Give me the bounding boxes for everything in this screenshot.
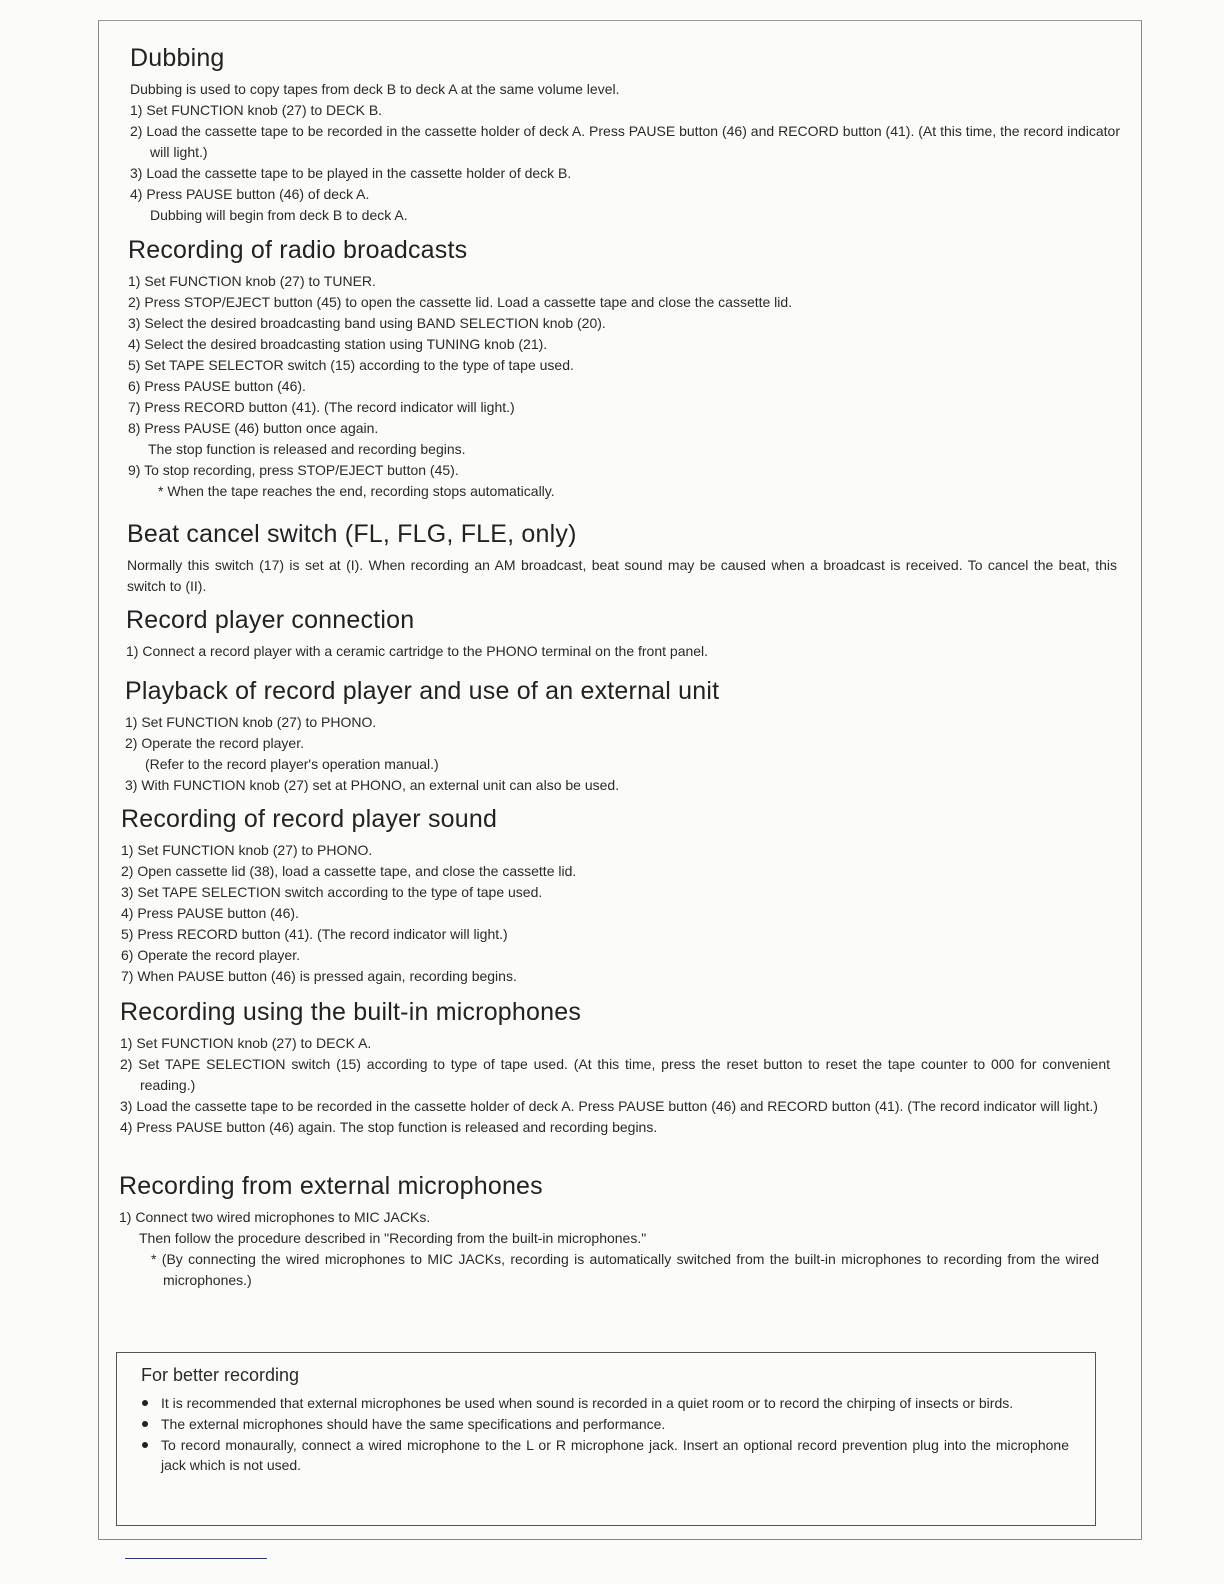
bullet-icon: [142, 1442, 148, 1448]
text-line: Then follow the procedure described in "Recording from the built-in microphones.": [139, 1230, 647, 1246]
text-line: 6) Press PAUSE button (46).: [128, 378, 306, 394]
text-line: 1) Connect a record player with a ceramic cartridge to the PHONO terminal on the front panel.: [126, 643, 709, 659]
section: [119, 1172, 1099, 1291]
text-line: 4) Select the desired broadcasting station using TUNING knob (21).: [128, 336, 548, 352]
text-line: 1) Set FUNCTION knob (27) to PHONO.: [121, 842, 373, 858]
section-heading: Dubbing: [130, 44, 225, 72]
text-line: 1) Set FUNCTION knob (27) to DECK A.: [120, 1035, 372, 1051]
text-line: 8) Press PAUSE (46) button once again.: [128, 420, 379, 436]
tip-item: [139, 1435, 1069, 1475]
text-line: 7) Press RECORD button (41). (The record indicator will light.): [128, 399, 515, 415]
bullet-icon: [142, 1400, 148, 1406]
text-line: * (By connecting the wired microphones to MIC JACKs, recording is automatically switched from the built-in microphones to recording from the wired microphones.): [151, 1251, 1099, 1288]
text-line: 2) Press STOP/EJECT button (45) to open the cassette lid. Load a cassette tape and close the cassette lid.: [128, 294, 793, 310]
text-line: 3) Load the cassette tape to be played in the cassette holder of deck B.: [130, 165, 572, 181]
section: [127, 520, 1117, 597]
section-heading: Beat cancel switch (FL, FLG, FLE, only): [127, 520, 577, 548]
underline-mark: [125, 1558, 267, 1559]
text-line: 1) Set FUNCTION knob (27) to TUNER.: [128, 273, 376, 289]
tip-item: [139, 1414, 1069, 1434]
text-line: 5) Press RECORD button (41). (The record indicator will light.): [121, 926, 508, 942]
section-heading: Record player connection: [126, 606, 415, 634]
tip-text: The external microphones should have the same specifications and performance.: [161, 1416, 666, 1432]
section: [125, 677, 1115, 796]
tips-title: For better recording: [141, 1365, 300, 1385]
text-line: 9) To stop recording, press STOP/EJECT button (45).: [128, 462, 459, 478]
text-line: 1) Connect two wired microphones to MIC JACKs.: [119, 1209, 431, 1225]
text-line: 2) Set TAPE SELECTION switch (15) according to type of tape used. (At this time, press the reset button to reset the tape counter to 000 for convenient reading.): [120, 1056, 1110, 1093]
text-line: 1) Set FUNCTION knob (27) to PHONO.: [125, 714, 377, 730]
section: [126, 606, 1116, 662]
text-line: (Refer to the record player's operation manual.): [145, 756, 439, 772]
text-line: 2) Load the cassette tape to be recorded in the cassette holder of deck A. Press PAUSE button (46) and RECORD button (41). (At this time, the record indicator will light.): [130, 123, 1120, 160]
text-line: 1) Set FUNCTION knob (27) to DECK B.: [130, 102, 383, 118]
tip-item: [139, 1393, 1069, 1413]
text-line: 3) With FUNCTION knob (27) set at PHONO, an external unit can also be used.: [125, 777, 620, 793]
section-heading: Recording of radio broadcasts: [128, 236, 468, 264]
tips-box: [116, 1352, 1096, 1526]
text-line: 4) Press PAUSE button (46) again. The stop function is released and recording begins.: [120, 1119, 658, 1135]
text-line: 7) When PAUSE button (46) is pressed again, recording begins.: [121, 968, 517, 984]
text-line: 5) Set TAPE SELECTOR switch (15) according to the type of tape used.: [128, 357, 574, 373]
bullet-icon: [142, 1421, 148, 1427]
tip-text: To record monaurally, connect a wired microphone to the L or R microphone jack. Insert an optional record prevention plug into the microphone jack which is not used.: [161, 1437, 1069, 1473]
section: [121, 805, 1111, 987]
text-line: 2) Open cassette lid (38), load a cassette tape, and close the cassette lid.: [121, 863, 577, 879]
text-line: 4) Press PAUSE button (46).: [121, 905, 299, 921]
text-line: Dubbing is used to copy tapes from deck B to deck A at the same volume level.: [130, 81, 620, 97]
text-line: The stop function is released and recording begins.: [148, 441, 466, 457]
section-heading: Recording using the built-in microphones: [120, 998, 582, 1026]
tip-text: It is recommended that external microphones be used when sound is recorded in a quiet room or to record the chirping of insects or birds.: [161, 1395, 1014, 1411]
section-heading: Playback of record player and use of an external unit: [125, 677, 720, 705]
text-line: 2) Operate the record player.: [125, 735, 304, 751]
section: [130, 44, 1120, 226]
text-line: 6) Operate the record player.: [121, 947, 300, 963]
text-line: 3) Set TAPE SELECTION switch according to the type of tape used.: [121, 884, 543, 900]
section: [128, 236, 1118, 502]
text-line: Dubbing will begin from deck B to deck A.: [150, 207, 408, 223]
text-line: 3) Load the cassette tape to be recorded in the cassette holder of deck A. Press PAUSE button (46) and RECORD button (41). (The record indicator will light.): [120, 1098, 1098, 1114]
tips-list: [139, 1393, 1069, 1476]
text-line: * When the tape reaches the end, recording stops automatically.: [158, 483, 555, 499]
section-heading: Recording from external microphones: [119, 1172, 543, 1200]
text-line: 4) Press PAUSE button (46) of deck A.: [130, 186, 370, 202]
section-heading: Recording of record player sound: [121, 805, 498, 833]
text-line: 3) Select the desired broadcasting band using BAND SELECTION knob (20).: [128, 315, 606, 331]
section: [120, 998, 1110, 1138]
text-line: Normally this switch (17) is set at (I). When recording an AM broadcast, beat sound may be caused when a broadcast is received. To cancel the beat, this switch to (II).: [127, 557, 1117, 594]
